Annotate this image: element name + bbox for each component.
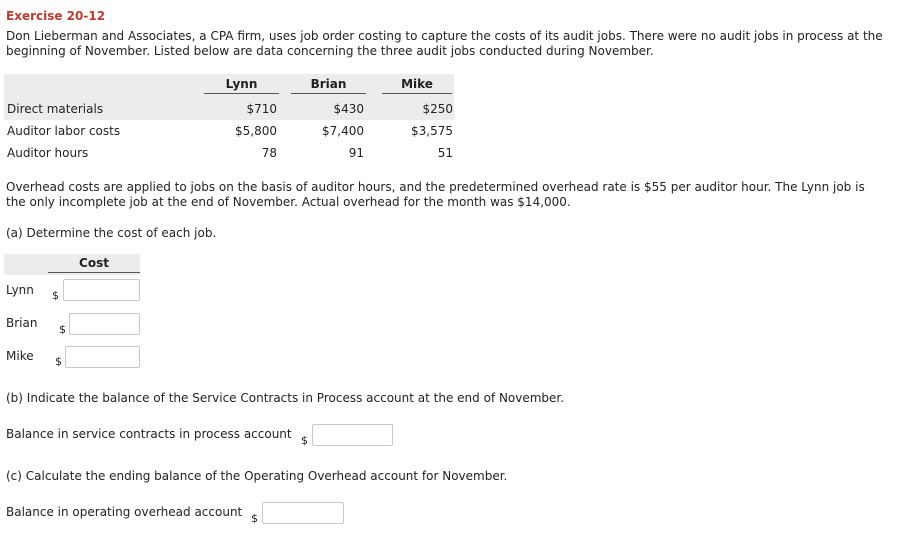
row-label-direct-materials: Direct materials: [7, 102, 104, 116]
mike-cost-input[interactable]: [65, 346, 140, 368]
job-label-lynn: Lynn: [6, 283, 34, 297]
part-b-question: (b) Indicate the balance of the Service Contracts in Process account at the end of November.: [6, 391, 565, 405]
row-label-auditor-hours: Auditor hours: [7, 146, 89, 160]
cell-brian-labor: $7,400: [322, 124, 364, 138]
brian-cost-input[interactable]: [69, 313, 140, 335]
service-contracts-currency-symbol: $: [301, 434, 308, 447]
brian-currency-symbol: $: [59, 323, 66, 336]
operating-overhead-currency-symbol: $: [251, 512, 258, 525]
row-label-auditor-labor-costs: Auditor labor costs: [7, 124, 121, 138]
cell-brian-hours: 91: [348, 146, 364, 160]
cell-lynn-labor: $5,800: [235, 124, 277, 138]
lynn-currency-symbol: $: [52, 289, 59, 302]
cell-mike-direct-materials: $250: [422, 102, 453, 116]
column-header-lynn: Lynn: [204, 77, 279, 94]
service-contracts-balance-input[interactable]: [312, 424, 393, 446]
job-label-mike: Mike: [6, 349, 34, 363]
cell-mike-hours: 51: [437, 146, 453, 160]
intro-paragraph: Don Lieberman and Associates, a CPA firm, uses job order costing to capture the costs of its audit jobs. There were no audit jobs in process at the beginning of November. Listed below are data concerning the three audit jobs conducted during November.: [6, 29, 883, 58]
operating-overhead-balance-input[interactable]: [262, 502, 344, 524]
cell-mike-labor: $3,575: [411, 124, 453, 138]
cost-column-header: Cost: [48, 256, 140, 273]
part-c-question: (c) Calculate the ending balance of the Operating Overhead account for November.: [6, 469, 508, 483]
service-contracts-label: Balance in service contracts in process account: [6, 427, 292, 441]
cell-lynn-direct-materials: $710: [246, 102, 277, 116]
job-data-table: [4, 74, 454, 164]
exercise-title: Exercise 20-12: [6, 9, 106, 23]
part-a-question: (a) Determine the cost of each job.: [6, 226, 217, 240]
job-label-brian: Brian: [6, 316, 38, 330]
operating-overhead-label: Balance in operating overhead account: [6, 505, 243, 519]
mike-currency-symbol: $: [55, 355, 62, 368]
lynn-cost-input[interactable]: [63, 279, 140, 301]
cell-brian-direct-materials: $430: [333, 102, 364, 116]
cell-lynn-hours: 78: [261, 146, 277, 160]
column-header-mike: Mike: [382, 77, 452, 94]
overhead-paragraph: Overhead costs are applied to jobs on the basis of auditor hours, and the predetermined overhead rate is $55 per auditor hour. The Lynn job is the only incomplete job at the end of November. Actual overhead for the month was $14,000.: [6, 180, 865, 209]
column-header-brian: Brian: [291, 77, 366, 94]
